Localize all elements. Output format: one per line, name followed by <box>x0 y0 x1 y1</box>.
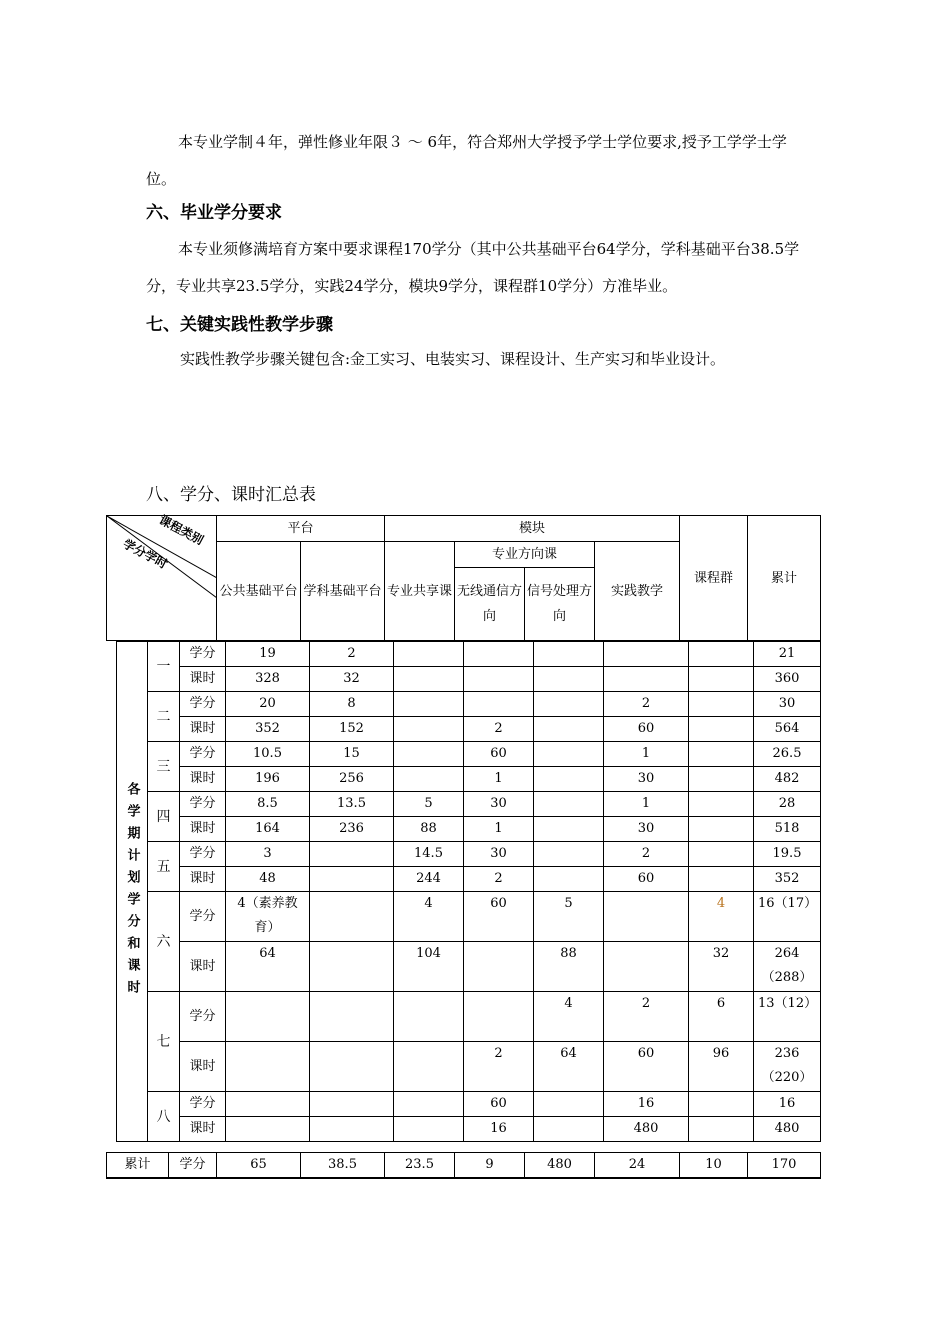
hours-label: 课时 <box>180 717 226 742</box>
semester-label: 一 <box>148 642 180 692</box>
table-cell: 13（12） <box>754 992 821 1042</box>
table-row <box>117 767 821 792</box>
table-cell: 360 <box>754 667 821 692</box>
table-cell <box>394 717 464 742</box>
table-cell: 16 <box>754 1092 821 1117</box>
credit-label: 学分 <box>180 692 226 717</box>
table-cell <box>226 992 310 1042</box>
table-cell: 16（17） <box>754 892 821 942</box>
table-cell <box>394 1042 464 1092</box>
table-cell <box>689 817 754 842</box>
header-practice: 实践教学 <box>595 542 680 641</box>
header-course-group: 课程群 <box>680 516 748 641</box>
table-cell: 20 <box>226 692 310 717</box>
table-row <box>117 692 821 717</box>
semester-label: 五 <box>148 842 180 892</box>
hours-label: 课时 <box>180 667 226 692</box>
table-cell <box>604 667 689 692</box>
hours-label: 课时 <box>180 1042 226 1092</box>
semester-label: 二 <box>148 692 180 742</box>
summary-table-header <box>106 512 821 641</box>
table-cell: 96 <box>689 1042 754 1092</box>
table-cell: 352 <box>754 867 821 892</box>
table-cell: 196 <box>226 767 310 792</box>
table-cell: 60 <box>604 867 689 892</box>
table-cell: 30 <box>754 692 821 717</box>
table-cell: 8.5 <box>226 792 310 817</box>
table-cell <box>534 742 604 767</box>
table-cell: 60 <box>604 717 689 742</box>
table-cell <box>689 867 754 892</box>
table-cell: 1 <box>604 742 689 767</box>
header-module: 模块 <box>385 516 680 542</box>
summary-table-body <box>116 641 821 1142</box>
table-cell <box>310 867 394 892</box>
table-cell: 4 <box>689 892 754 942</box>
table-row <box>117 1042 821 1092</box>
table-cell: 564 <box>754 717 821 742</box>
semester-label: 八 <box>148 1092 180 1142</box>
table-cell: 64 <box>226 942 310 992</box>
table-row <box>117 792 821 817</box>
table-cell: 60 <box>464 892 534 942</box>
table-cell <box>534 1092 604 1117</box>
table-cell: 28 <box>754 792 821 817</box>
table-cell <box>689 642 754 667</box>
table-cell <box>464 667 534 692</box>
footer-value: 23.5 <box>385 1153 455 1179</box>
header-subject-platform: 学科基础平台 <box>301 542 385 641</box>
footer-sub-label: 学分 <box>169 1153 217 1179</box>
table-cell: 13.5 <box>310 792 394 817</box>
side-label-text: 各学期计划学分和课时 <box>124 781 140 1002</box>
table-cell <box>689 667 754 692</box>
table-cell <box>604 942 689 992</box>
footer-value: 24 <box>595 1153 680 1179</box>
table-cell <box>689 767 754 792</box>
table-cell: 482 <box>754 767 821 792</box>
footer-label: 累计 <box>107 1153 169 1179</box>
table-cell: 3 <box>226 842 310 867</box>
credit-label: 学分 <box>180 1092 226 1117</box>
credit-label: 学分 <box>180 742 226 767</box>
table-cell: 1 <box>464 817 534 842</box>
table-cell <box>534 667 604 692</box>
table-cell: 16 <box>464 1117 534 1142</box>
table-cell <box>310 992 394 1042</box>
table-row <box>117 867 821 892</box>
table-cell: 30 <box>604 767 689 792</box>
header-platform: 平台 <box>217 516 385 542</box>
heading-summary-table: 八、学分、课时汇总表 <box>146 485 316 505</box>
table-cell: 2 <box>464 1042 534 1092</box>
table-row <box>117 717 821 742</box>
table-cell <box>534 717 604 742</box>
table-cell: 32 <box>689 942 754 992</box>
side-label <box>117 642 148 1142</box>
table-cell <box>534 767 604 792</box>
table-cell: 6 <box>689 992 754 1042</box>
table-cell: 352 <box>226 717 310 742</box>
table-cell <box>464 992 534 1042</box>
summary-table-footer <box>106 1152 821 1179</box>
table-cell: 256 <box>310 767 394 792</box>
table-cell <box>310 1117 394 1142</box>
semester-label: 六 <box>148 892 180 992</box>
paragraph-duration: 本专业学制４年，弹性修业年限３ ～ 6年，符合郑州大学授予学士学位要求,授予工学学士学位。 <box>146 133 787 188</box>
table-cell: 30 <box>464 792 534 817</box>
table-cell: 2 <box>464 867 534 892</box>
table-cell <box>689 692 754 717</box>
table-cell: 19.5 <box>754 842 821 867</box>
table-cell <box>310 1042 394 1092</box>
table-cell <box>226 1042 310 1092</box>
table-cell: 2 <box>604 992 689 1042</box>
table-cell: 30 <box>604 817 689 842</box>
table-row <box>117 992 821 1042</box>
header-direction: 专业方向课 <box>455 542 595 568</box>
credit-label: 学分 <box>180 642 226 667</box>
table-cell: 4（素养教育） <box>226 892 310 942</box>
semester-label: 四 <box>148 792 180 842</box>
header-signal: 信号处理方向 <box>525 568 595 641</box>
table-cell: 518 <box>754 817 821 842</box>
table-cell: 2 <box>310 642 394 667</box>
header-total: 累计 <box>748 516 821 641</box>
table-cell <box>689 1092 754 1117</box>
table-cell: 264（288） <box>754 942 821 992</box>
footer-value: 170 <box>748 1153 821 1179</box>
table-cell: 30 <box>464 842 534 867</box>
table-cell: 480 <box>604 1117 689 1142</box>
corner-bottom-label: 学分学时 <box>120 536 170 572</box>
header-shared: 专业共享课 <box>385 542 455 641</box>
table-cell: 16 <box>604 1092 689 1117</box>
table-cell <box>394 742 464 767</box>
table-cell: 152 <box>310 717 394 742</box>
table-cell <box>394 692 464 717</box>
credit-label: 学分 <box>180 892 226 942</box>
table-row <box>117 1117 821 1142</box>
table-cell <box>604 642 689 667</box>
table-cell <box>394 642 464 667</box>
heading-practice: 七、关键实践性教学步骤 <box>146 315 333 335</box>
table-cell: 60 <box>464 742 534 767</box>
semester-label: 三 <box>148 742 180 792</box>
table-cell <box>310 1092 394 1117</box>
table-cell: 5 <box>394 792 464 817</box>
paragraph-practice: 实践性教学步骤关键包含:金工实习、电装实习、课程设计、生产实习和毕业设计。 <box>180 350 726 368</box>
footer-value: 10 <box>680 1153 748 1179</box>
table-cell <box>394 992 464 1042</box>
table-cell <box>464 692 534 717</box>
table-cell: 19 <box>226 642 310 667</box>
heading-graduation-credits: 六、毕业学分要求 <box>146 203 282 223</box>
table-cell <box>534 792 604 817</box>
credit-label: 学分 <box>180 842 226 867</box>
table-cell: 244 <box>394 867 464 892</box>
footer-value: 9 <box>455 1153 525 1179</box>
table-cell: 328 <box>226 667 310 692</box>
table-cell: 88 <box>534 942 604 992</box>
table-cell: 2 <box>604 842 689 867</box>
table-cell <box>534 867 604 892</box>
credit-label: 学分 <box>180 992 226 1042</box>
table-row <box>117 1092 821 1117</box>
corner-cell <box>107 512 217 641</box>
table-cell <box>226 1117 310 1142</box>
table-cell: 236（220） <box>754 1042 821 1092</box>
table-cell <box>394 767 464 792</box>
table-cell: 5 <box>534 892 604 942</box>
table-cell <box>464 942 534 992</box>
table-cell: 104 <box>394 942 464 992</box>
table-cell: 2 <box>464 717 534 742</box>
table-cell <box>689 717 754 742</box>
hours-label: 课时 <box>180 1117 226 1142</box>
table-row <box>117 817 821 842</box>
header-wireless: 无线通信方向 <box>455 568 525 641</box>
table-cell: 4 <box>534 992 604 1042</box>
table-cell: 88 <box>394 817 464 842</box>
table-cell: 60 <box>604 1042 689 1092</box>
corner-top-label: 课程类别 <box>156 512 206 548</box>
table-cell: 1 <box>464 767 534 792</box>
table-cell <box>394 667 464 692</box>
hours-label: 课时 <box>180 817 226 842</box>
hours-label: 课时 <box>180 867 226 892</box>
hours-label: 课时 <box>180 942 226 992</box>
table-cell: 26.5 <box>754 742 821 767</box>
table-cell <box>310 892 394 942</box>
table-cell <box>534 842 604 867</box>
table-cell <box>689 1117 754 1142</box>
table-cell <box>534 817 604 842</box>
table-cell: 2 <box>604 692 689 717</box>
table-row <box>117 742 821 767</box>
table-row <box>117 667 821 692</box>
table-cell: 14.5 <box>394 842 464 867</box>
table-cell <box>310 842 394 867</box>
table-cell <box>534 642 604 667</box>
table-cell: 64 <box>534 1042 604 1092</box>
table-cell: 48 <box>226 867 310 892</box>
table-row <box>117 642 821 667</box>
table-cell: 15 <box>310 742 394 767</box>
header-public-platform: 公共基础平台 <box>217 542 301 641</box>
table-cell <box>689 792 754 817</box>
table-cell: 10.5 <box>226 742 310 767</box>
table-cell: 32 <box>310 667 394 692</box>
table-cell <box>464 642 534 667</box>
credit-label: 学分 <box>180 792 226 817</box>
table-cell: 1 <box>604 792 689 817</box>
table-cell <box>534 692 604 717</box>
footer-value: 38.5 <box>301 1153 385 1179</box>
table-cell <box>689 842 754 867</box>
table-cell <box>394 1117 464 1142</box>
footer-value: 480 <box>525 1153 595 1179</box>
table-cell: 8 <box>310 692 394 717</box>
footer-value: 65 <box>217 1153 301 1179</box>
table-cell: 4 <box>394 892 464 942</box>
table-cell <box>604 892 689 942</box>
table-cell: 480 <box>754 1117 821 1142</box>
semester-label: 七 <box>148 992 180 1092</box>
table-cell <box>689 742 754 767</box>
table-cell: 21 <box>754 642 821 667</box>
table-cell <box>226 1092 310 1117</box>
table-row <box>117 942 821 992</box>
table-cell: 164 <box>226 817 310 842</box>
table-cell <box>310 942 394 992</box>
hours-label: 课时 <box>180 767 226 792</box>
table-row <box>117 892 821 942</box>
paragraph-credits: 本专业须修满培育方案中要求课程170学分（其中公共基础平台64学分，学科基础平台38.5学分，专业共享23.5学分，实践24学分，模块9学分，课程群10学分）方准毕业。 <box>146 240 800 295</box>
table-cell <box>394 1092 464 1117</box>
table-cell: 236 <box>310 817 394 842</box>
table-cell: 60 <box>464 1092 534 1117</box>
table-cell <box>534 1117 604 1142</box>
table-row <box>117 842 821 867</box>
